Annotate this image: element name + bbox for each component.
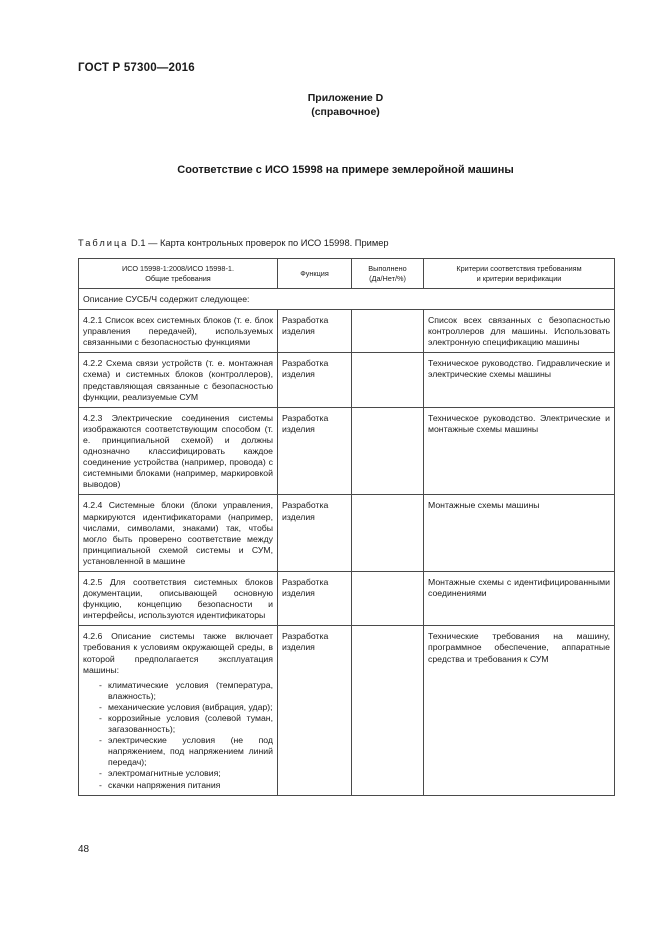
list-item: - коррозийные условия (солевой туман, загазованность); bbox=[99, 713, 273, 735]
requirement-text: 4.2.6 Описание системы также включает требования к условиям окружающей среды, в которой предполагается эксплуатация машины: bbox=[83, 631, 273, 675]
function-cell: Разработка изделия bbox=[278, 353, 352, 407]
table-row bbox=[79, 571, 615, 625]
function-cell: Разработка изделия bbox=[278, 626, 352, 795]
criteria-cell: Монтажные схемы с идентифицированными соединениями bbox=[424, 571, 615, 625]
list-item: - скачки напряжения питания bbox=[99, 780, 273, 791]
table-caption bbox=[78, 238, 389, 248]
requirement-cell: 4.2.5 Для соответствия системных блоков документации, описывающей основную функцию, концепцию безопасности и интерфейсы, используются идентификаторы bbox=[79, 571, 278, 625]
list-item: - электромагнитные условия; bbox=[99, 768, 273, 779]
function-cell: Разработка изделия bbox=[278, 407, 352, 495]
appendix-title: Приложение D bbox=[307, 92, 384, 104]
table-row bbox=[79, 310, 615, 353]
appendix-subtitle: (справочное) bbox=[311, 106, 380, 118]
requirement-cell bbox=[79, 626, 278, 795]
done-cell bbox=[352, 571, 424, 625]
table-caption-prefix: Таблица bbox=[78, 238, 129, 248]
done-cell bbox=[352, 495, 424, 572]
section-title: Соответствие с ИСО 15998 на примере землеройной машины bbox=[177, 164, 514, 176]
criteria-cell: Список всех связанных с безопасностью контроллеров для машины. Использовать электронную спецификацию машины bbox=[424, 310, 615, 353]
done-cell bbox=[352, 310, 424, 353]
function-cell: Разработка изделия bbox=[278, 571, 352, 625]
appendix-heading bbox=[0, 91, 661, 119]
table-intro-row bbox=[79, 289, 615, 310]
requirement-cell: 4.2.2 Схема связи устройств (т. е. монтажная схема) и системных блоков (контроллеров), представляющая связанные с безопасностью функции, реализуемые СУМ bbox=[79, 353, 278, 407]
criteria-cell: Технические требования на машину, программное обеспечение, аппаратные средства и требования к СУМ bbox=[424, 626, 615, 795]
table-caption-text: D.1 — Карта контрольных проверок по ИСО 15998. Пример bbox=[131, 238, 389, 248]
table-row bbox=[79, 626, 615, 795]
checklist-table bbox=[78, 258, 615, 796]
table-row bbox=[79, 353, 615, 407]
table-header-row bbox=[79, 259, 615, 289]
list-item: - электрические условия (не под напряжением, под напряжением линий передач); bbox=[99, 735, 273, 768]
list-item: - механические условия (вибрация, удар); bbox=[99, 702, 273, 713]
header-done: Выполнено (Да/Нет/%) bbox=[352, 259, 424, 289]
document-code: ГОСТ Р 57300—2016 bbox=[78, 62, 195, 74]
requirement-cell: 4.2.1 Список всех системных блоков (т. е. блок управления передачей), используемых связанными с безопасностью функциями bbox=[79, 310, 278, 353]
done-cell bbox=[352, 407, 424, 495]
function-cell: Разработка изделия bbox=[278, 310, 352, 353]
table-row bbox=[79, 495, 615, 572]
page-number: 48 bbox=[78, 844, 90, 855]
table-row bbox=[79, 407, 615, 495]
header-requirements: ИСО 15998-1:2008/ИСО 15998-1. Общие требования bbox=[79, 259, 278, 289]
done-cell bbox=[352, 626, 424, 795]
requirement-cell: 4.2.3 Электрические соединения системы изображаются соответствующим способом (т. е. принципиальной схемой) и должны однозначно классифицировать каждое соединение устройства (например, провода) с системными блоками (например, маркировкой выводов) bbox=[79, 407, 278, 495]
intro-cell: Описание СУСБ/Ч содержит следующее: bbox=[79, 289, 615, 310]
header-function: Функция bbox=[278, 259, 352, 289]
criteria-cell: Техническое руководство. Электрические и монтажные схемы машины bbox=[424, 407, 615, 495]
environment-conditions-list bbox=[83, 680, 273, 791]
criteria-cell: Монтажные схемы машины bbox=[424, 495, 615, 572]
done-cell bbox=[352, 353, 424, 407]
header-criteria: Критерии соответствия требованиям и критерии верификации bbox=[424, 259, 615, 289]
list-item: - климатические условия (температура, влажность); bbox=[99, 680, 273, 702]
function-cell: Разработка изделия bbox=[278, 495, 352, 572]
requirement-cell: 4.2.4 Системные блоки (блоки управления, маркируются идентификаторами (например, числами, символами, знаками) так, чтобы могло быть проверено соответствие между принципиальной схемой системы и СУМ, установленной в машине bbox=[79, 495, 278, 572]
criteria-cell: Техническое руководство. Гидравлические и электрические схемы машины bbox=[424, 353, 615, 407]
